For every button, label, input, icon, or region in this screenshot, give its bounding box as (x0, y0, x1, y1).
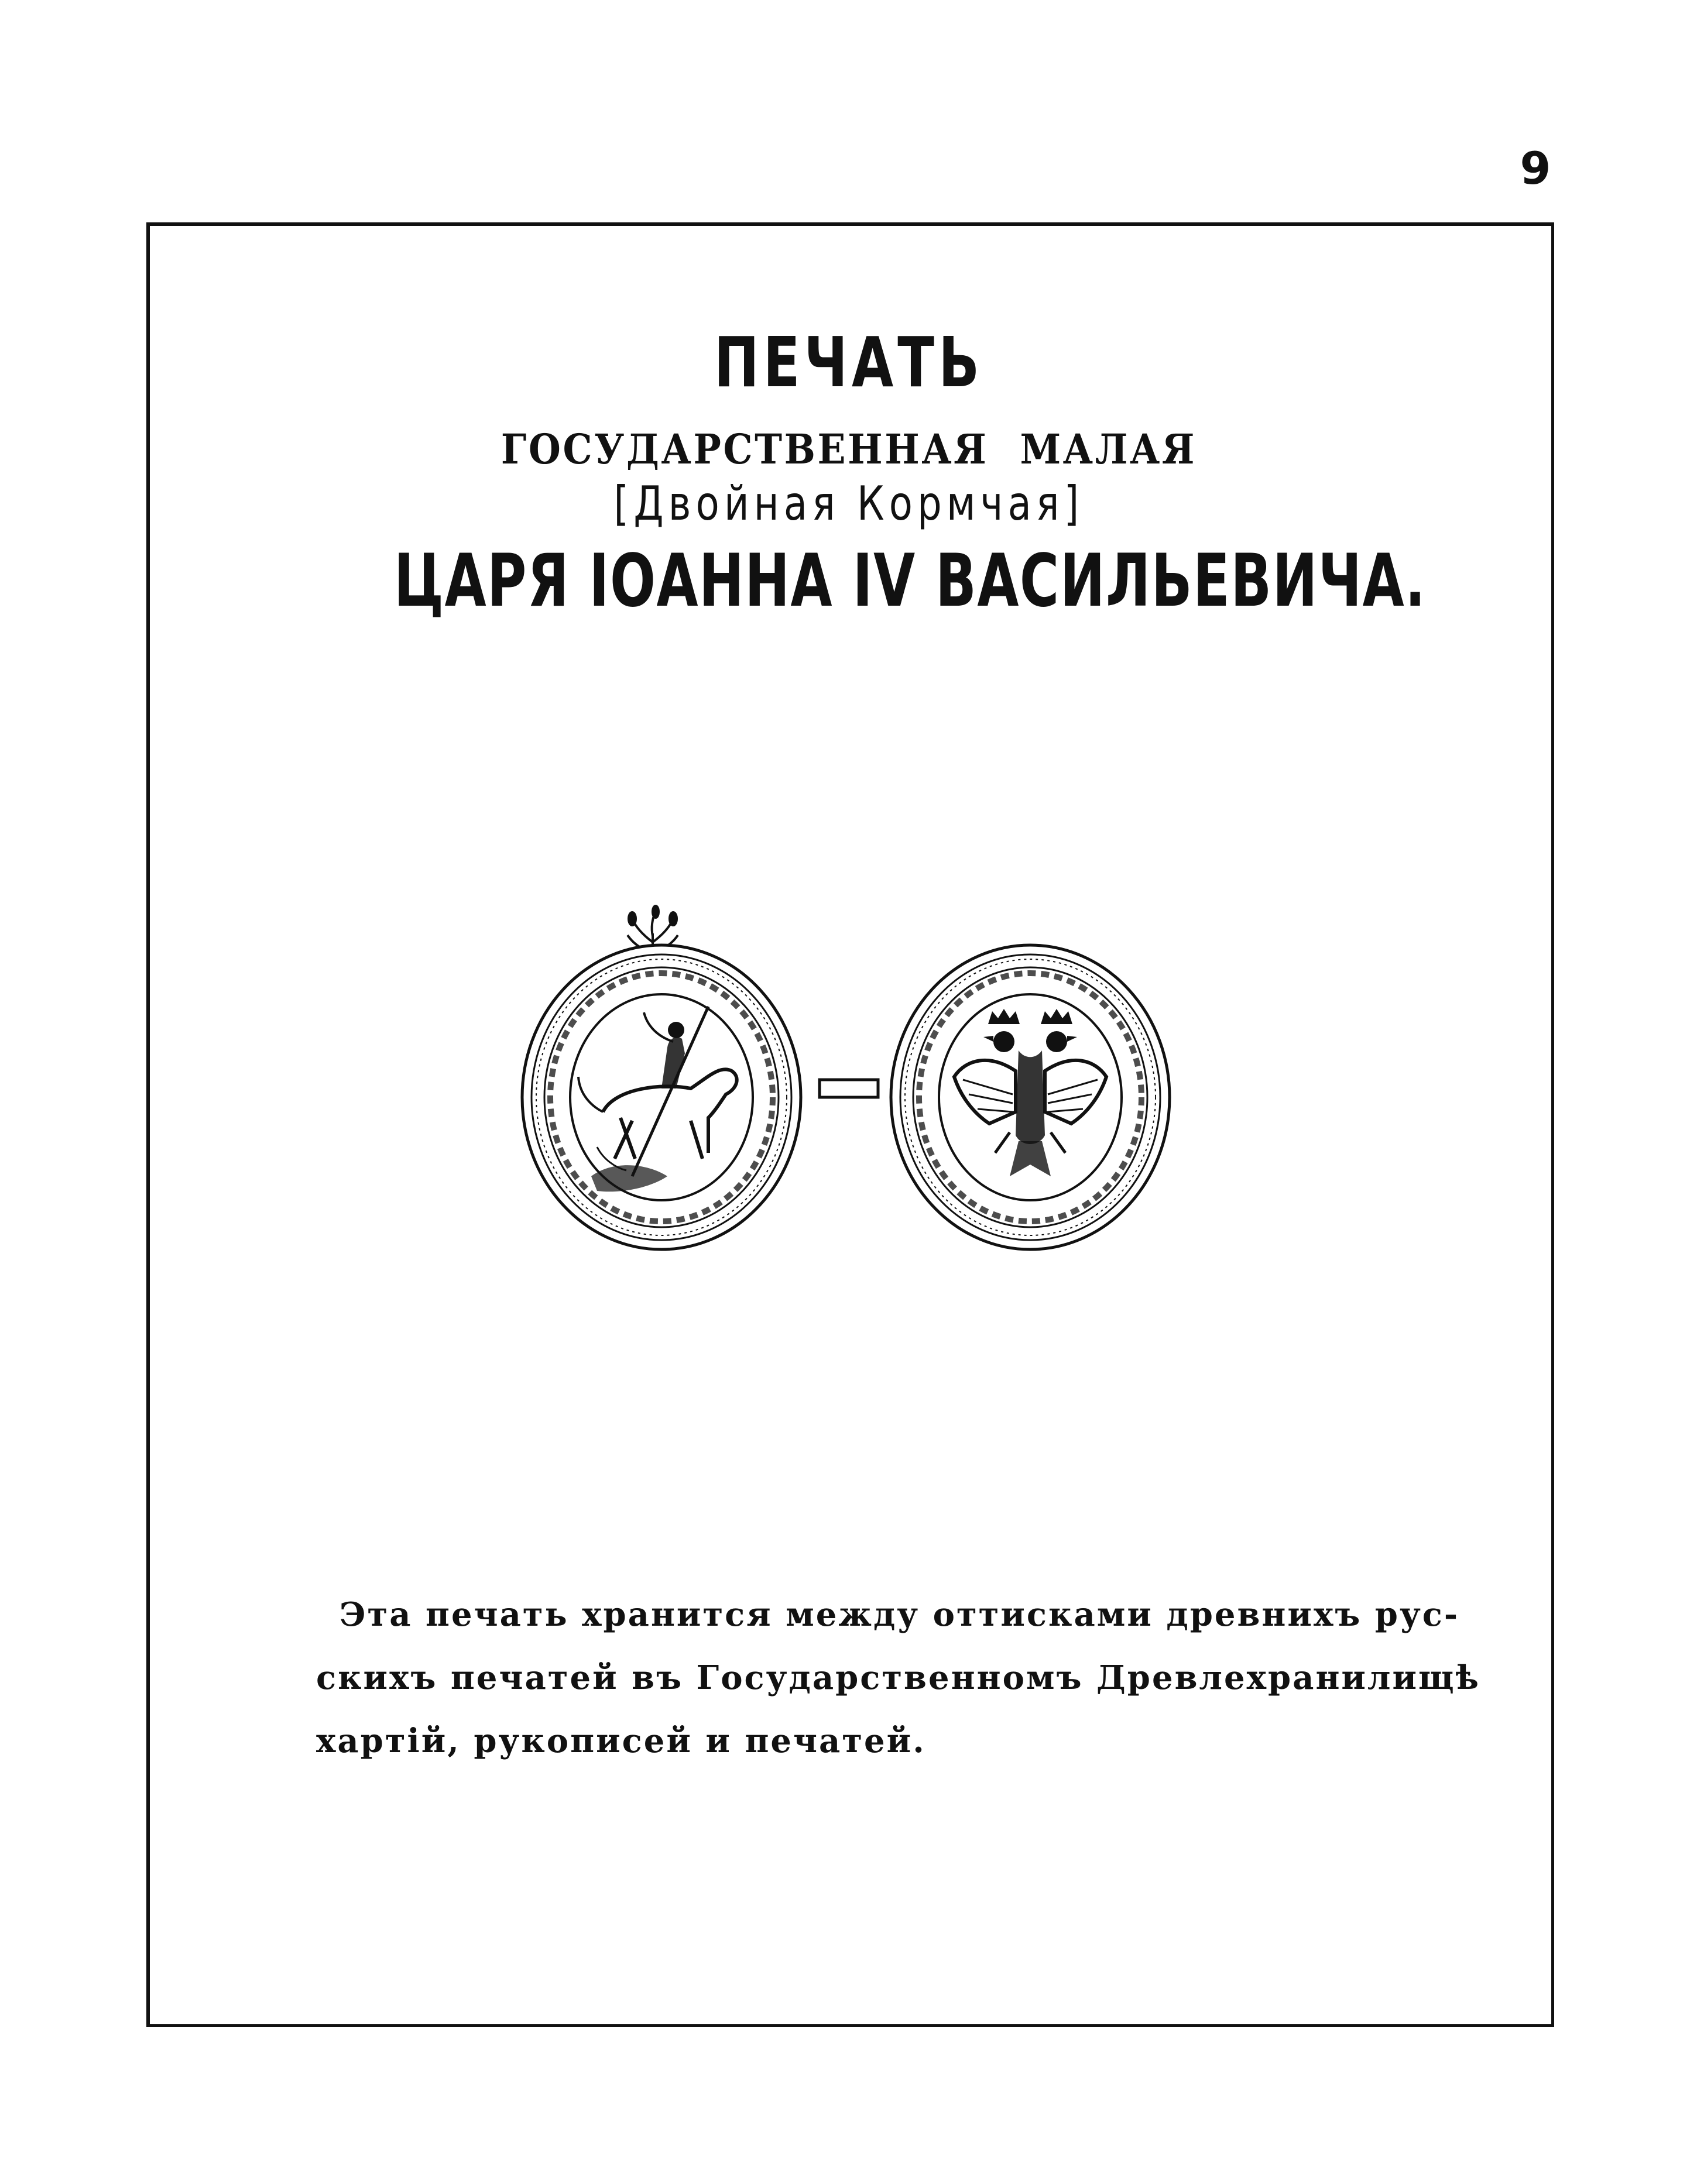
seal-cord (820, 1080, 878, 1097)
title-main: ПЕЧАТЬ (714, 322, 984, 403)
caption-line-1: Эта печать хранится между оттисками древнихъ рус- (340, 1595, 1460, 1634)
page-number: 9 (1520, 142, 1551, 194)
subtitle-left: ГОСУДАРСТВЕННАЯ (500, 425, 989, 473)
caption-line-3: хартій, рукописей и печатей. (316, 1722, 926, 1760)
seal-illustration (515, 901, 1182, 1276)
title-subtitle (296, 425, 1402, 473)
title-block (234, 322, 1463, 623)
caption-line-2: скихъ печатей въ Государственномъ Древлехранилищѣ (316, 1658, 1480, 1697)
title-bracket-note: [Двойная Кормчая] (613, 476, 1084, 531)
double-headed-eagle-seal-icon (891, 945, 1170, 1249)
title-ruler: ЦАРЯ ІОАННА IV ВАСИЛЬЕВИЧА. (394, 539, 1427, 623)
caption-paragraph (316, 1583, 1480, 1773)
subtitle-right: МАЛАЯ (1020, 425, 1197, 473)
st-george-seal-icon (522, 945, 801, 1249)
